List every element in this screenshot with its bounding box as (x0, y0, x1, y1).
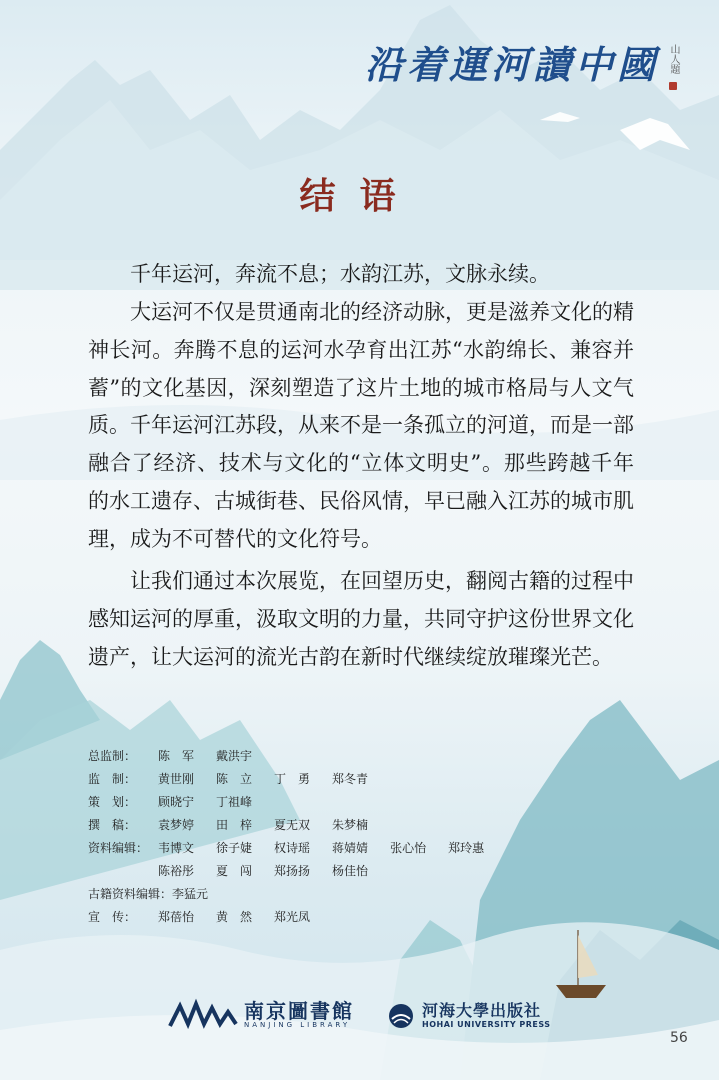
nanjing-library-logo (168, 998, 354, 1032)
library-name: 南京圖書館 (244, 999, 354, 1023)
credit-name: 陈裕彤 (158, 864, 195, 878)
credit-row (88, 768, 506, 791)
credit-name: 夏无双 (274, 818, 311, 832)
section-title: 结语 (299, 175, 420, 217)
page-number: 56 (670, 1030, 688, 1046)
credit-role: 监 制： (88, 772, 137, 786)
credit-names (158, 768, 390, 791)
credit-name: 陈 立 (216, 772, 253, 786)
credit-name: 郑光凤 (274, 910, 311, 924)
credit-name: 丁祖峰 (216, 795, 253, 809)
credit-name: 韦博文 (158, 841, 195, 855)
credit-name: 黄 然 (216, 910, 253, 924)
body-paragraph-3: 让我们通过本次展览，在回望历史，翻阅古籍的过程中感知运河的厚重，汲取文明的力量，共同守护这份世界文化遗产，让大运河的流光古韵在新时代继续绽放璀璨光芒。 (88, 569, 634, 669)
credit-name: 黄世刚 (158, 772, 195, 786)
credit-name: 郑冬青 (332, 772, 369, 786)
credit-row (88, 860, 506, 883)
credit-role: 策 划： (88, 795, 137, 809)
credit-name: 袁梦婷 (158, 818, 195, 832)
credit-name: 郑扬扬 (274, 864, 311, 878)
credit-role: 撰 稿： (88, 818, 137, 832)
credit-role: 宣 传： (88, 910, 137, 924)
credit-role: 古籍资料编辑： (88, 887, 173, 901)
credit-names (158, 791, 274, 814)
library-name-en: NANJING LIBRARY (244, 1021, 351, 1029)
hohai-press-logo (388, 1002, 551, 1029)
credit-role: 资料编辑： (88, 841, 149, 855)
credit-name: 郑蓓怡 (158, 910, 195, 924)
credit-name: 张心怡 (390, 841, 427, 855)
header-calligraphy-title: 沿着運河讀中國 (364, 42, 659, 87)
credit-name: 权诗瑶 (274, 841, 311, 855)
credit-name: 杨佳怡 (332, 864, 369, 878)
credit-row (88, 883, 506, 906)
credit-name: 徐子婕 (216, 841, 253, 855)
credit-names (158, 745, 274, 768)
credit-row (88, 906, 506, 929)
credit-row (88, 837, 506, 860)
press-name: 河海大學出版社 (422, 1001, 542, 1020)
credit-names (158, 837, 506, 860)
credit-role (88, 860, 158, 883)
credit-name: 李猛元 (172, 887, 209, 901)
credit-name: 戴洪宇 (216, 749, 253, 763)
credit-name: 陈 军 (158, 749, 195, 763)
credit-name: 蒋婧婧 (332, 841, 369, 855)
body-paragraph-2: 大运河不仅是贯通南北的经济动脉，更是滋养文化的精神长河。奔腾不息的运河水孕育出江苏“水韵绵长、兼容并蓄”的文化基因，深刻塑造了这片土地的城市格局与人文气质。千年运河江苏段，从来不是一条孤立的河道，而是一部融合了经济、技术与文化的“立体文明史”。那些跨越千年的水工遗存、古城街巷、民俗风情，早已融入江苏的城市肌理，成为不可替代的文化符号。 (88, 300, 634, 551)
credit-name: 朱梦楠 (332, 818, 369, 832)
credit-names (158, 906, 332, 929)
credit-name: 郑玲惠 (448, 841, 485, 855)
credit-names (158, 814, 390, 837)
credit-role: 总监制： (88, 749, 137, 763)
seal-text: 山人題 (668, 44, 679, 74)
credit-name: 夏 闯 (216, 864, 253, 878)
credit-row (88, 791, 506, 814)
credit-name: 丁 勇 (274, 772, 311, 786)
press-globe-icon (388, 1003, 414, 1029)
credits-list (88, 745, 506, 929)
library-wave-icon (168, 998, 238, 1032)
body-paragraph-1: 千年运河，奔流不息；水韵江苏，文脉永续。 (130, 262, 550, 286)
credit-name: 田 梓 (216, 818, 253, 832)
press-name-en: HOHAI UNIVERSITY PRESS (422, 1020, 551, 1029)
credit-row (88, 814, 506, 837)
credit-row (88, 745, 506, 768)
credit-names (172, 883, 230, 906)
credit-names (158, 860, 390, 883)
seal-stamp-icon (669, 82, 677, 90)
credit-name: 顾晓宁 (158, 795, 195, 809)
